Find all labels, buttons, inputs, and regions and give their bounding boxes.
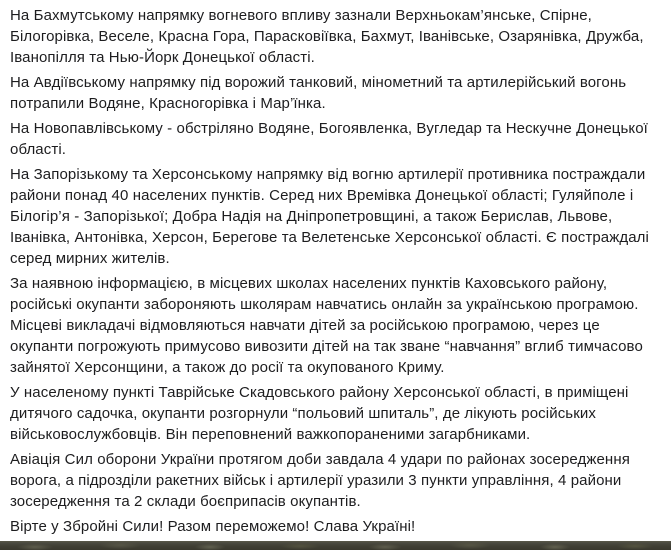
paragraph-tavriiske-field-hospital: У населеному пункті Таврійське Скадовського району Херсонської області, в приміщені дитячого садочка, окупанти розгорнули “польовий шпиталь”, де лікують російських військовослужбовців. Він переповнений важкопораненими загарбниками. bbox=[10, 384, 629, 443]
paragraph-avdiivka-direction: На Авдіївському напрямку під ворожий танковий, мінометний та артилерійський вогонь потрапили Водяне, Красногорівка і Мар’їнка. bbox=[10, 74, 627, 112]
paragraph-bakhmut-direction: На Бахмутському напрямку вогневого впливу зазнали Верхньокам’янське, Спірне, Білогорівка, Веселе, Красна Гора, Парасковіївка, Бахмут, Іванівське, Озарянівка, Дружба, Іванопілля та Нью-Йорк Донецької області. bbox=[10, 7, 644, 66]
paragraph-closing-slogan: Вірте у Збройні Сили! Разом переможемо! Слава Україні! bbox=[10, 518, 416, 535]
paragraph-novopavlivske-direction: На Новопавлівському - обстріляно Водяне, Богоявленка, Вугледар та Нескучне Донецької області. bbox=[10, 120, 648, 158]
attached-photo-top-edge[interactable] bbox=[0, 541, 671, 550]
paragraph-zaporizhzhia-kherson-direction: На Запорізькому та Херсонському напрямку від вогню артилерії противника постраждали райони понад 40 населених пунктів. Серед них Времівка Донецької області; Гуляйполе і Білогір’я - Запорізької; Добра Надія на Дніпропетровщині, а також Берислав, Львове, Іванівка, Антонівка, Херсон, Берегове та Велетенське Херсонської області. Є постраждалі серед мирних жителів. bbox=[10, 166, 649, 267]
paragraph-aviation-strikes: Авіація Сил оборони України протягом доби завдала 4 удари по районах зосередження ворога, а підрозділи ракетних військ і артилерії уразили 3 пункти управління, 4 райони зосередження та 2 склади боєприпасів окупантів. bbox=[10, 451, 630, 510]
paragraph-kakhovka-schools: За наявною інформацією, в місцевих школах населених пунктів Каховського району, російські окупанти забороняють школярам навчатись онлайн за українською програмою. Місцеві викладачі відмовляються навчати дітей за російською програмою, через це окупанти погрожують примусово вивозити дітей на так зване “навчання” вглиб тимчасово зайнятої Херсонщини, а також до росії та окупованого Криму. bbox=[10, 275, 643, 376]
